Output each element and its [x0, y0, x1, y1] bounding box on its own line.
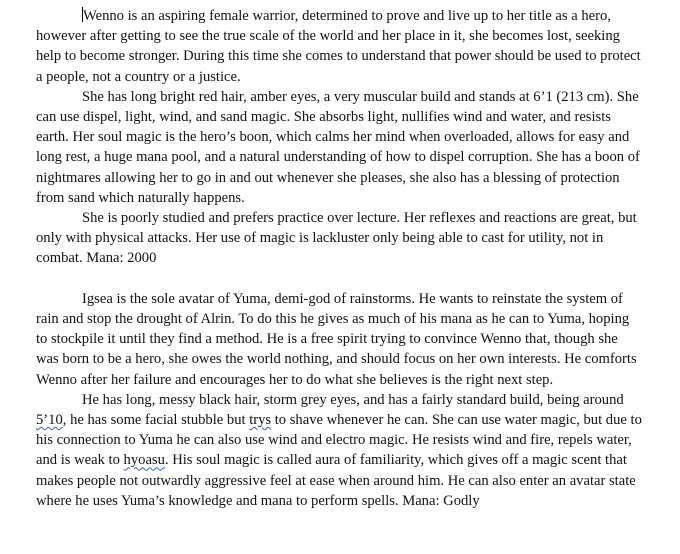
spellcheck-flag[interactable]: trys	[249, 412, 272, 429]
paragraph-text: . His soul magic is called aura of familiarity, which gives off a magic scent that makes people not outwardly aggressive feel at ease when around him. He can also enter an avatar state where he uses Yuma’s knowledge and mana to perform spells. Mana: Godly	[36, 452, 636, 509]
paragraph-igsea-intro[interactable]: Igsea is the sole avatar of Yuma, demi-god of rainstorms. He wants to reinstate the system of rain and stop the drought of Alrin. To do this he gives as much of his mana as he can to Yuma, hoping to stockpile it until they find a method. He is a free spirit trying to convince Wenno that, though she was born to be a hero, she owes the world nothing, and should focus on her own interests. He comforts Wenno after her failure and encourages her to do what she believes is the right next step.	[36, 290, 637, 388]
paragraph-text: to shave whenever he can. She can use water magic, but due to his connection to Yuma he can also use wind and electro magic. He resists wind and fire, repels water, and is weak to	[36, 412, 642, 469]
paragraph-wenno-appearance[interactable]: She has long bright red hair, amber eyes, a very muscular build and stands at 6’1 (213 cm). She can use dispel, light, wind, and sand magic. She absorbs light, nullifies wind and water, and resists earth. Her soul magic is the hero’s boon, which calms her mind when overloaded, allows for easy and long rest, a huge mana pool, and a natural understanding of how to dispel corruption. She has a boon of nightmares allowing her to go in and out whenever she pleases, she also has a blessing of protection from sand which naturally happens.	[36, 88, 640, 206]
paragraph-text: He has long, messy black hair, storm grey eyes, and has a fairly standard build, being around	[82, 391, 624, 408]
document-body[interactable]	[36, 6, 642, 511]
paragraph-wenno-intro[interactable]	[36, 6, 642, 87]
blank-line	[36, 269, 642, 289]
paragraph-igsea-appearance[interactable]	[36, 390, 642, 511]
paragraph-text: Wenno is an aspiring female warrior, determined to prove and live up to her title as a hero, however after getting to see the true scale of the world and her place in it, she becomes lost, seeking help to become stronger. During this time she comes to understand that power should be used to protect a people, not a country or a justice.	[36, 8, 641, 85]
paragraph-text: , he has some facial stubble but	[62, 412, 250, 429]
paragraph-wenno-skills[interactable]: She is poorly studied and prefers practice over lecture. Her reflexes and reactions are great, but only with physical attacks. Her use of magic is lackluster only being able to cast for utility, not in combat. Mana: 2000	[36, 210, 637, 267]
spellcheck-flag[interactable]: 5’10	[36, 412, 63, 429]
spellcheck-flag[interactable]: hyoasu	[123, 452, 165, 469]
